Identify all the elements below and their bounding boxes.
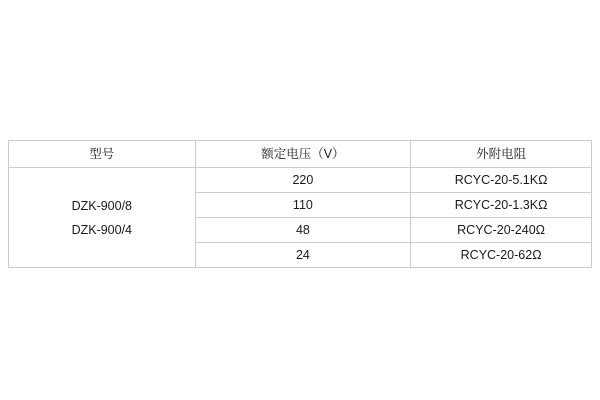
voltage-value: 48 [195, 218, 411, 243]
table-row [9, 168, 592, 193]
model-line-2: DZK-900/4 [71, 222, 133, 237]
spec-table-container [8, 140, 592, 268]
resistor-value: RCYC-20-5.1KΩ [411, 168, 592, 193]
specification-table [8, 140, 592, 268]
table-body [9, 168, 592, 268]
model-line-1: DZK-900/8 [71, 198, 133, 213]
column-header-rated-voltage: 额定电压（V） [195, 141, 411, 168]
resistor-value: RCYC-20-62Ω [411, 243, 592, 268]
voltage-value: 220 [195, 168, 411, 193]
resistor-value: RCYC-20-240Ω [411, 218, 592, 243]
resistor-value: RCYC-20-1.3KΩ [411, 193, 592, 218]
voltage-value: 24 [195, 243, 411, 268]
table-header-row [9, 141, 592, 168]
model-cell [9, 168, 196, 268]
table-header [9, 141, 592, 168]
column-header-external-resistor: 外附电阻 [411, 141, 592, 168]
column-header-model: 型号 [9, 141, 196, 168]
voltage-value: 110 [195, 193, 411, 218]
